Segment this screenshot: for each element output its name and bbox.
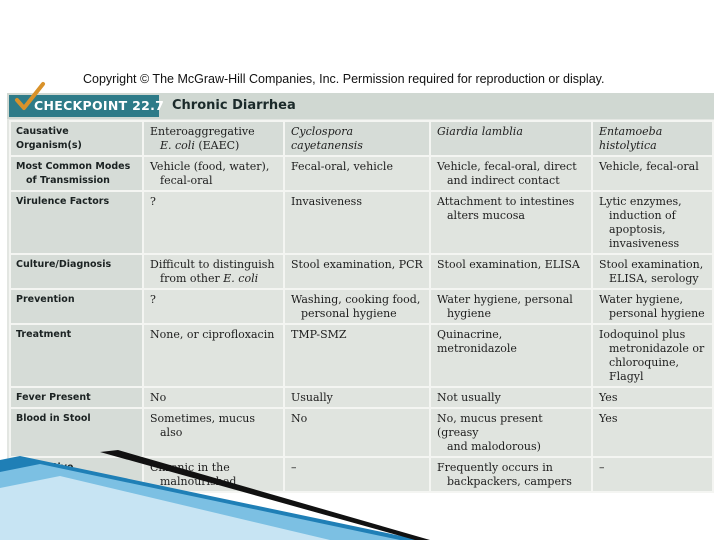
checkpoint-label: CHECKPOINT 22.7	[9, 95, 159, 117]
table-row	[10, 156, 713, 191]
table-cell: Vehicle, fecal-oral	[592, 156, 713, 191]
table-cell: Stool examination, ELISA, serology	[592, 254, 713, 289]
table-row	[10, 324, 713, 387]
table-cell: Difficult to distinguish from other E. coli	[143, 254, 284, 289]
table-cell: ?	[143, 191, 284, 254]
table-cell: ?	[143, 289, 284, 324]
table-cell: Yes	[592, 387, 713, 408]
row-label: Virulence Factors	[10, 191, 143, 254]
row-label: Fever Present	[10, 387, 143, 408]
table-cell: Stool examination, PCR	[284, 254, 430, 289]
table-cell: Vehicle (food, water), fecal-oral	[143, 156, 284, 191]
decor-pale-wedge	[0, 476, 330, 540]
slide-decoration	[0, 450, 720, 540]
table-cell: Attachment to intestines alters mucosa	[430, 191, 592, 254]
row-label: Prevention	[10, 289, 143, 324]
row-label: Most Common Modes of Transmission	[10, 156, 143, 191]
table-cell: Giardia lamblia	[430, 121, 592, 156]
table-cell: Iodoquinol plus metronidazole or chloroquine, Flagyl	[592, 324, 713, 387]
table-cell: –	[592, 457, 713, 492]
table-cell: None, or ciprofloxacin	[143, 324, 284, 387]
table-cell: Usually	[284, 387, 430, 408]
copyright-notice: Copyright © The McGraw-Hill Companies, Inc. Permission required for reproduction or display.	[83, 72, 605, 86]
table-cell: Invasiveness	[284, 191, 430, 254]
row-label: Culture/Diagnosis	[10, 254, 143, 289]
table-header-row	[10, 121, 713, 156]
table-row	[10, 191, 713, 254]
row-label: Blood in Stool	[10, 408, 143, 457]
table-cell: Sometimes, mucus also	[143, 408, 284, 457]
table-cell: Not usually	[430, 387, 592, 408]
table-cell: Chronic in the malnourished	[143, 457, 284, 492]
checkmark-icon	[13, 80, 47, 114]
table-cell: Stool examination, ELISA	[430, 254, 592, 289]
chronic-diarrhea-table	[9, 120, 714, 493]
table-cell: Vehicle, fecal-oral, direct and indirect contact	[430, 156, 592, 191]
table-cell: Enteroaggregative E. coli (EAEC)	[143, 121, 284, 156]
table-cell: Yes	[592, 408, 713, 457]
row-label: Treatment	[10, 324, 143, 387]
table-cell: No	[143, 387, 284, 408]
table-cell: TMP-SMZ	[284, 324, 430, 387]
table-cell: Water hygiene, personal hygiene	[592, 289, 713, 324]
row-label: Causative Organism(s)	[10, 121, 143, 156]
table-row	[10, 254, 713, 289]
table-cell: Entamoeba histolytica	[592, 121, 713, 156]
table-cell: No, mucus present (greasy and malodorous)	[430, 408, 592, 457]
table-cell: Frequently occurs in backpackers, campers	[430, 457, 592, 492]
table-cell: Fecal-oral, vehicle	[284, 156, 430, 191]
table-cell: No	[284, 408, 430, 457]
table-cell: Lytic enzymes, induction of apoptosis, invasiveness	[592, 191, 713, 254]
checkpoint-title: Chronic Diarrhea	[172, 98, 296, 113]
table-cell: Washing, cooking food, personal hygiene	[284, 289, 430, 324]
table-cell: –	[284, 457, 430, 492]
table-row	[10, 387, 713, 408]
table-cell: Quinacrine, metronidazole	[430, 324, 592, 387]
table-cell: Water hygiene, personal hygiene	[430, 289, 592, 324]
table-row	[10, 289, 713, 324]
table-cell: Cyclospora cayetanensis	[284, 121, 430, 156]
